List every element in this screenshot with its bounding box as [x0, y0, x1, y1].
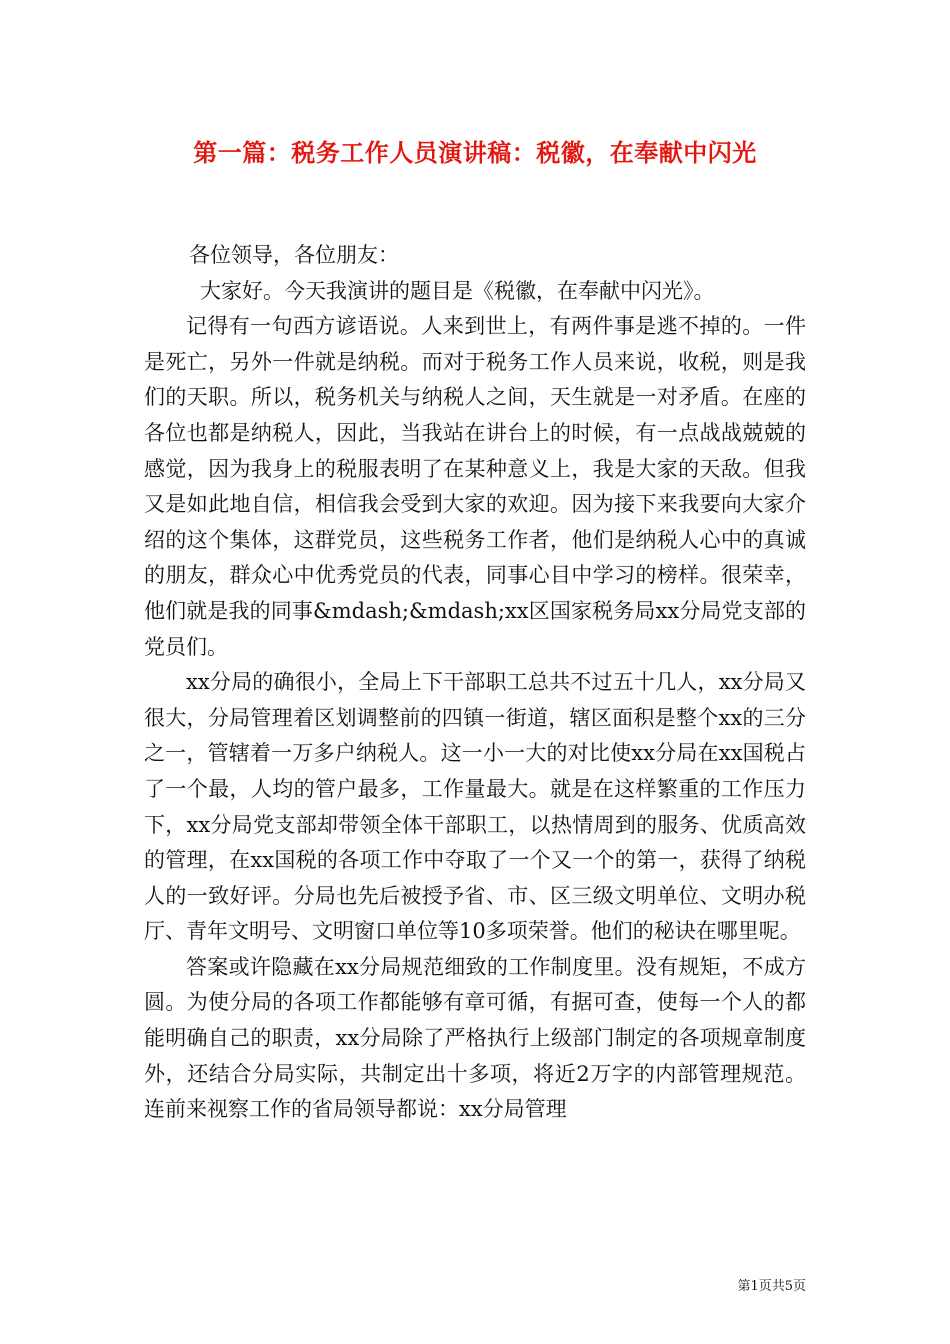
paragraph-body: 记得有一句西方谚语说。人来到世上，有两件事是逃不掉的。一件是死亡，另外一件就是纳税。而对于税务工作人员来说，收税，则是我们的天职。所以，税务机关与纳税人之间，天生就是一对矛盾。在座的各位也都是纳税人，因此，当我站在讲台上的时候，有一点战战兢兢的感觉，因为我身上的税服表明了在某种意义上，我是大家的天敌。但我又是如此地自信，相信我会受到大家的欢迎。因为接下来我要向大家介绍的这个集体，这群党员，这些税务工作者，他们是纳税人心中的真诚的朋友，群众心中优秀党员的代表，同事心目中学习的榜样。很荣幸，他们就是我的同事&mdash;&mdash;xx区国家税务局xx分局党支部的党员们。	[144, 314, 806, 659]
paragraph-body: xx分局的确很小，全局上下干部职工总共不过五十几人，xx分局又很大，分局管理着区划调整前的四镇一街道，辖区面积是整个xx的三分之一，管辖着一万多户纳税人。这一小一大的对比使xx分局在xx国税占了一个最，人均的管户最多，工作量最大。就是在这样繁重的工作压力下，xx分局党支部却带领全体干部职工，以热情周到的服务、优质高效的管理，在xx国税的各项工作中夺取了一个又一个的第一，获得了纳税人的一致好评。分局也先后被授予省、市、区三级文明单位、文明办税厅、青年文明号、文明窗口单位等10多项荣誉。他们的秘诀在哪里呢。	[144, 670, 806, 944]
document-title: 第一篇：税务工作人员演讲稿：税徽，在奉献中闪光	[193, 138, 757, 167]
paragraph-salutation: 各位领导，各位朋友：	[189, 243, 399, 267]
document-body	[144, 238, 806, 1128]
page-number: 第1页共5页	[737, 1279, 806, 1294]
paragraph-body: 答案或许隐藏在xx分局规范细致的工作制度里。没有规矩，不成方圆。为使分局的各项工作都能够有章可循，有据可查，使每一个人的都能明确自己的职责，xx分局除了严格执行上级部门制定的各项规章制度外，还结合分局实际，共制定出十多项，将近2万字的内部管理规范。连前来视察工作的省局领导都说：xx分局管理	[144, 954, 806, 1122]
paragraph-greeting: 大家好。今天我演讲的题目是《税徽，在奉献中闪光》。	[200, 278, 715, 303]
